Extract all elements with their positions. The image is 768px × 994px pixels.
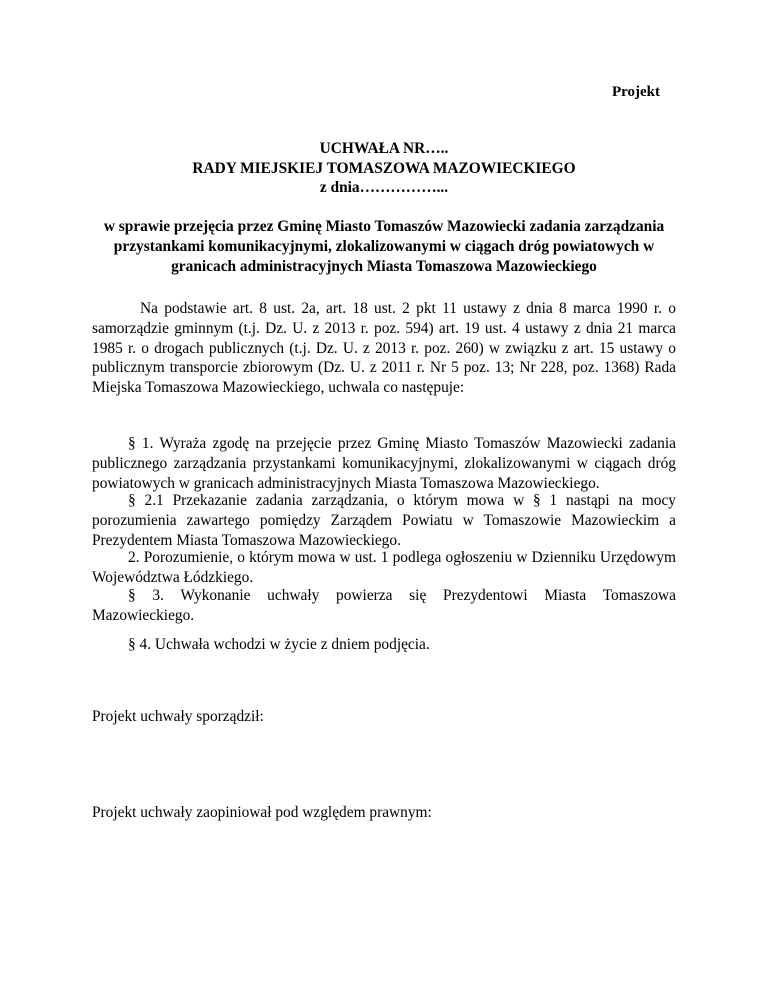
council-name: RADY MIEJSKIEJ TOMASZOWA MAZOWIECKIEGO [192, 159, 576, 177]
paragraph-3: § 3. Wykonanie uchwały powierza się Prezydentowi Miasta Tomaszowa Mazowieckiego. [92, 587, 676, 624]
resolution-subject: w sprawie przejęcia przez Gminę Miasto Tomaszów Mazowiecki zadania zarządzania przystankami komunikacyjnymi, zlokalizowanymi w ciągach dróg powiatowych w granicach administracyjnych Miasta Tomaszowa Mazowieckiego [103, 218, 665, 275]
resolution-number: UCHWAŁA NR….. [319, 140, 449, 157]
legal-review-label: Projekt uchwały zaopiniował pod względem prawnym: [92, 804, 432, 821]
paragraph-2-2: 2. Porozumienie, o którym mowa w ust. 1 podlega ogłoszeniu w Dzienniku Urzędowym Województwa Łódzkiego. [92, 549, 676, 586]
resolution-header [0, 139, 768, 198]
paragraph-1: § 1. Wyraża zgodę na przejęcie przez Gminę Miasto Tomaszów Mazowiecki zadania publicznego zarządzania przystankami komunikacyjnymi, zlokalizowanymi w ciągach dróg powiatowych w granicach administracyjnych Miasta Tomaszowa Mazowieckiego. [92, 435, 676, 492]
paragraph-2-1: § 2.1 Przekazanie zadania zarządzania, o którym mowa w § 1 nastąpi na mocy porozumienia zawartego pomiędzy Zarządem Powiatu w Tomaszowie Mazowieckim a Prezydentem Miasta Tomaszowa Mazowieckiego. [92, 492, 676, 549]
paragraph-4: § 4. Uchwała wchodzi w życie z dniem podjęcia. [128, 636, 430, 653]
preamble: Na podstawie art. 8 ust. 2a, art. 18 ust. 2 pkt 11 ustawy z dnia 8 marca 1990 r. o samorządzie gminnym (t.j. Dz. U. z 2013 r. poz. 594) art. 19 ust. 4 ustawy z dnia 21 marca 1985 r. o drogach publicznych (t.j. Dz. U. z 2013 r. poz. 260) w związku z art. 15 ustawy o publicznym transporcie zbiorowym (Dz. U. z 2011 r. Nr 5 poz. 13; Nr 228, poz. 1368) Rada Miejska Tomaszowa Mazowieckiego, uchwala co następuje: [92, 300, 676, 397]
resolution-date: z dnia……………... [319, 179, 449, 196]
prepared-by-label: Projekt uchwały sporządził: [92, 708, 264, 725]
project-label: Projekt [611, 84, 660, 100]
